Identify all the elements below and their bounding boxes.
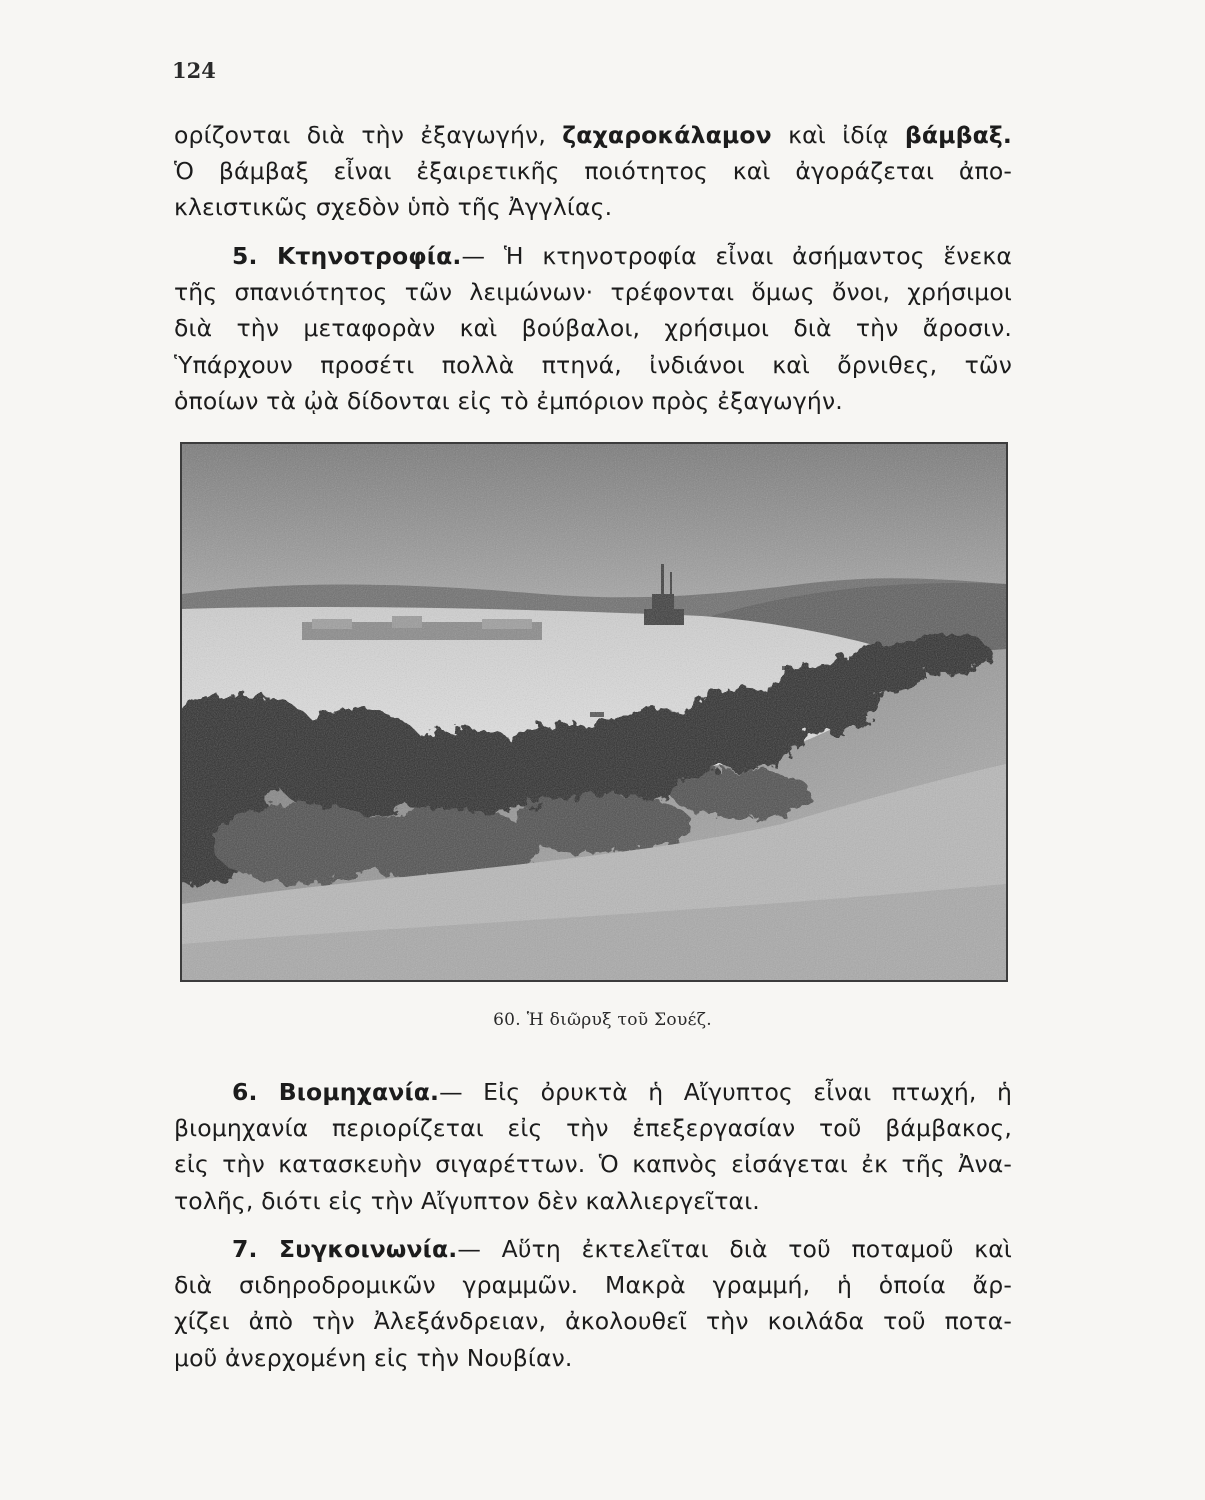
section-industry-line-1: 6. Βιομηχανία.— Εἰς ὀρυκτὰ ἡ Αἴγυπτος εἶναι πτωχή, ἡ [232,1078,1012,1106]
paragraph-exports-line-1: ορίζονται διὰ τὴν ἐξαγωγήν, ζαχαροκάλαμον καὶ ἰδίᾳ βάμβαξ. [174,121,1012,149]
section-transport-line-2: διὰ σιδηροδρομικῶν γραμμῶν. Μακρὰ γραμμή, ἡ ὁποία ἄρ- [174,1271,1012,1300]
section-livestock-line-2: τῆς σπανιότητος τῶν λειμώνων· τρέφονται ὅμως ὄνοι, χρήσιμοι [174,278,1012,307]
section-livestock [174,238,1012,419]
sugarcane-term: ζαχαροκάλαμον [562,121,772,149]
section-livestock-line-5: ὁποίων τὰ ᾠὰ δίδονται εἰς τὸ ἐμπόριον πρὸς ἐξαγωγήν. [174,386,843,415]
page-number: 124 [172,58,216,83]
section-industry-line-4: τολῆς, διότι εἰς τὴν Αἴγυπτον δὲν καλλιεργεῖται. [174,1186,760,1215]
section-transport-heading: 7. Συγκοινωνία. [232,1235,458,1263]
section-industry [174,1074,1012,1219]
suez-canal-photo [180,442,1008,982]
section-transport-line-4: μοῦ ἀνερχομένη εἰς τὴν Νουβίαν. [174,1343,573,1372]
section-industry-heading: 6. Βιομηχανία. [232,1078,440,1106]
paragraph-exports-line-2: Ὁ βάμβαξ εἶναι ἐξαιρετικῆς ποιότητος καὶ ἀγοράζεται ἀπο- [174,157,1012,186]
paragraph-exports [174,117,1012,226]
section-transport [174,1231,1012,1376]
suez-canal-illustration [182,444,1006,980]
section-transport-line-3: χίζει ἀπὸ τὴν Ἀλεξάνδρειαν, ἀκολουθεῖ τὴν κοιλάδα τοῦ ποτα- [174,1307,1012,1336]
section-industry-line-2: βιομηχανία περιορίζεται εἰς τὴν ἐπεξεργασίαν τοῦ βάμβακος, [174,1114,1012,1143]
section-livestock-line-1: 5. Κτηνοτροφία.— Ἡ κτηνοτροφία εἶναι ἀσήμαντος ἕνεκα [232,242,1012,270]
section-livestock-line-4: Ὑπάρχουν προσέτι πολλὰ πτηνά, ἰνδιάνοι καὶ ὄρνιθες, τῶν [174,350,1012,379]
paragraph-exports-line-3: κλειστικῶς σχεδὸν ὑπὸ τῆς Ἀγγλίας. [174,193,613,222]
figure-caption: 60. Ἡ διῶρυξ τοῦ Σουέζ. [493,1010,712,1030]
section-livestock-heading: 5. Κτηνοτροφία. [232,242,462,270]
section-transport-line-1: 7. Συγκοινωνία.— Αὕτη ἐκτελεῖται διὰ τοῦ ποταμοῦ καὶ [232,1235,1012,1263]
cotton-term: βάμβαξ. [904,121,1012,149]
section-industry-line-3: εἰς τὴν κατασκευὴν σιγαρέττων. Ὁ καπνὸς εἰσάγεται ἐκ τῆς Ἀνα- [174,1150,1012,1179]
section-livestock-line-3: διὰ τὴν μεταφορὰν καὶ βούβαλοι, χρήσιμοι διὰ τὴν ἄροσιν. [174,314,1012,343]
